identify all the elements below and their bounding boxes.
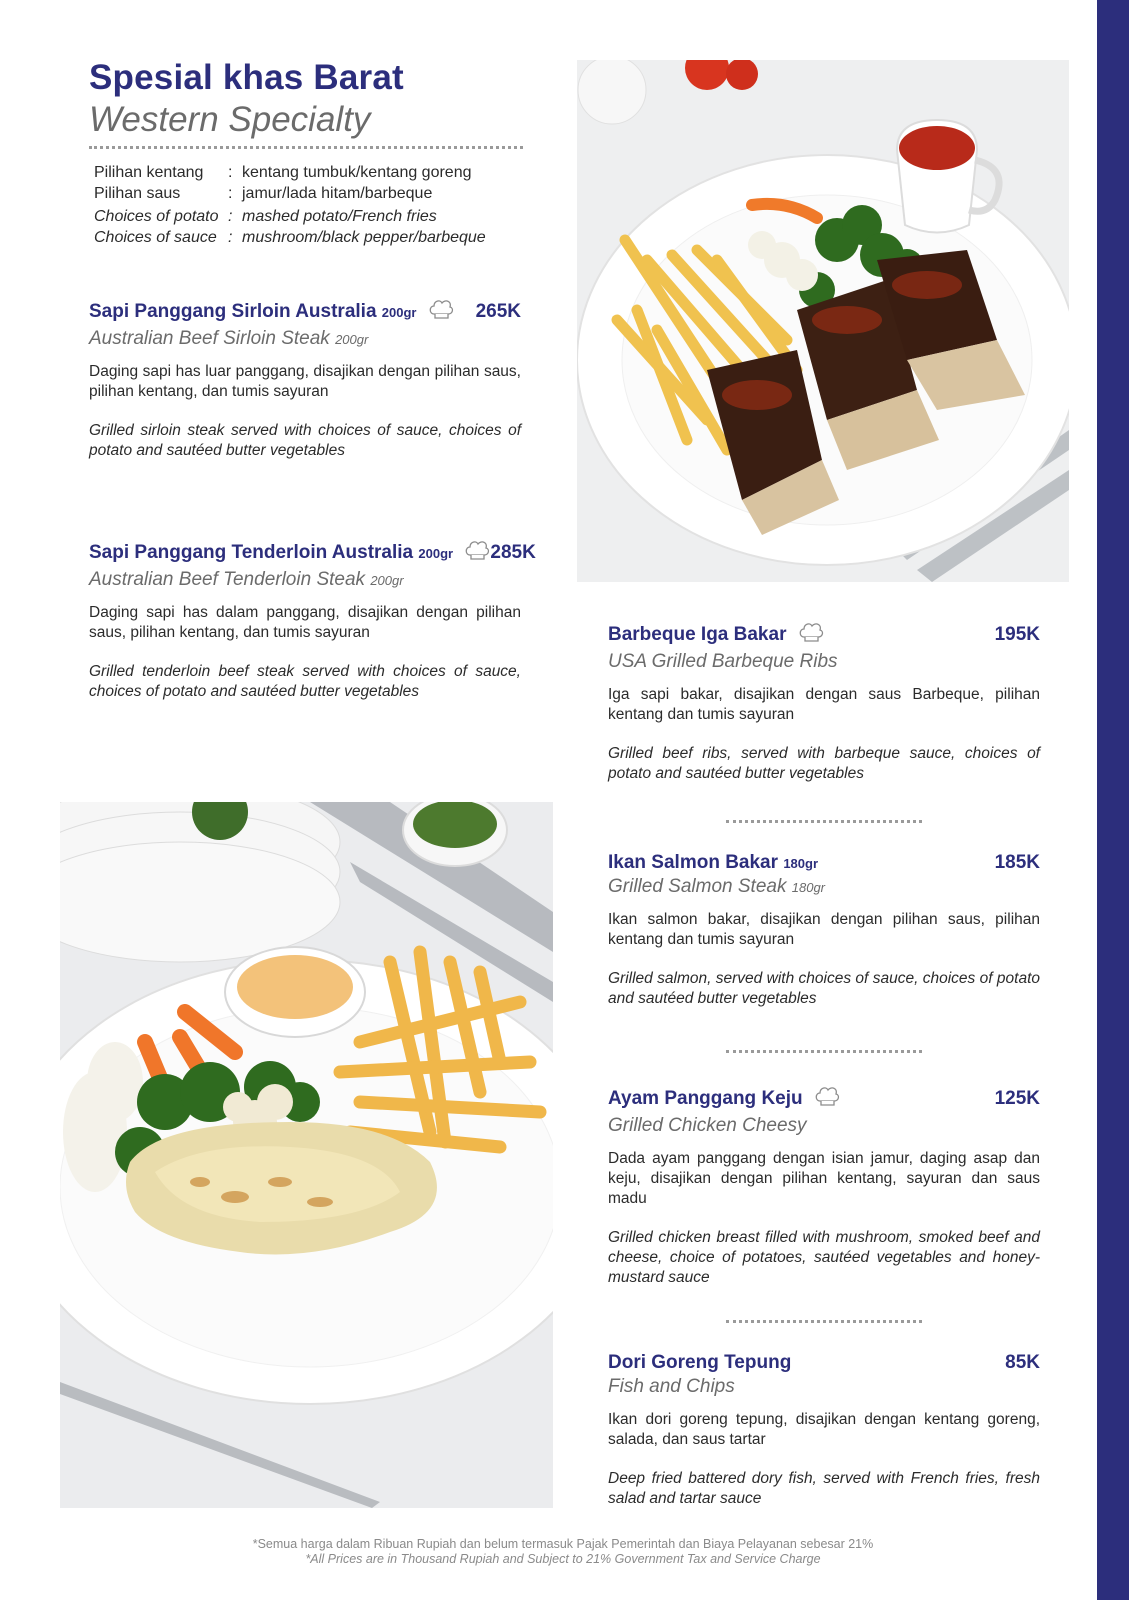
chef-hat-icon [464, 539, 490, 567]
item-description-id: Daging sapi has luar panggang, disajikan dengan pilihan saus, pilihan kentang, dan tumis sayuran [89, 363, 521, 400]
item-price: 285K [490, 542, 536, 563]
item-price: 265K [475, 301, 521, 322]
option-value: jamur/lada hitam/barbeque [242, 185, 433, 202]
footer-note [150, 1537, 976, 1567]
option-sep: : [228, 229, 233, 246]
option-sep: : [228, 185, 233, 202]
item-weight-en: 200gr [370, 573, 404, 588]
item-name-text: Sapi Panggang Tenderloin Australia [89, 542, 414, 563]
item-weight-en: 200gr [335, 332, 369, 347]
option-value: kentang tumbuk/kentang goreng [242, 164, 472, 181]
item-description-en: Grilled chicken breast filled with mushroom, smoked beef and cheese, choice of potatoes, sautéed vegetables and honey-mustard sauce [608, 1229, 1040, 1286]
ribs-photo [577, 60, 1069, 582]
item-name [608, 621, 824, 649]
item-price: 185K [994, 852, 1040, 873]
option-value: mashed potato/French fries [242, 208, 437, 225]
item-name-text: Dori Goreng Tepung [608, 1352, 792, 1373]
item-name-text: Ikan Salmon Bakar [608, 852, 779, 873]
option-row-sauce-id [94, 183, 486, 204]
item-price: 125K [994, 1088, 1040, 1109]
item-name-en [89, 328, 521, 350]
item-description-en: Grilled sirloin steak served with choices of sauce, choices of potato and sautéed butter vegetables [89, 422, 521, 459]
item-weight-en: 180gr [791, 880, 825, 895]
item-name-text: Sapi Panggang Sirloin Australia [89, 301, 377, 322]
item-description-en: Grilled tenderloin beef steak served with choices of sauce, choices of potato and sautéed butter vegetables [89, 663, 521, 700]
item-name-en: USA Grilled Barbeque Ribs [608, 651, 838, 672]
item-description-en: Grilled beef ribs, served with barbeque sauce, choices of potato and sautéed butter vegetables [608, 745, 1040, 782]
item-name-en: Fish and Chips [608, 1376, 735, 1397]
option-key: Choices of sauce [94, 229, 217, 246]
menu-item-tenderloin [89, 539, 536, 702]
option-key: Choices of potato [94, 208, 219, 225]
title-divider [89, 146, 523, 149]
menu-item-dory [608, 1352, 1040, 1509]
item-name-text: Barbeque Iga Bakar [608, 624, 787, 645]
menu-item-sirloin [89, 298, 521, 461]
item-name [608, 852, 818, 874]
option-sep: : [228, 164, 233, 181]
menu-item-chicken [608, 1085, 1040, 1288]
option-sep: : [228, 208, 233, 225]
chef-hat-icon [814, 1085, 840, 1113]
item-name [89, 298, 454, 326]
item-description-en: Grilled salmon, served with choices of sauce, choices of potato and sautéed butter vegetables [608, 970, 1040, 1007]
chef-hat-icon [798, 621, 824, 649]
item-name [608, 1352, 791, 1374]
option-key: Pilihan saus [94, 185, 181, 202]
item-weight: 200gr [418, 546, 454, 561]
item-name-text: Ayam Panggang Keju [608, 1088, 803, 1109]
page-title: Spesial khas Barat [89, 58, 404, 97]
menu-item-salmon [608, 852, 1040, 1009]
item-divider [726, 820, 922, 823]
option-key: Pilihan kentang [94, 164, 204, 181]
menu-item-ribs [608, 621, 1040, 784]
page-subtitle: Western Specialty [89, 100, 371, 139]
footer-note-en: *All Prices are in Thousand Rupiah and Subject to 21% Government Tax and Service Charge [305, 1552, 821, 1566]
item-description-id: Ikan dori goreng tepung, disajikan dengan kentang goreng, salada, dan saus tartar [608, 1411, 1040, 1448]
item-divider [726, 1320, 922, 1323]
item-name [89, 539, 490, 567]
item-name-en [89, 569, 521, 591]
option-row-sauce-en [94, 227, 486, 248]
item-name-en-text: Australian Beef Tenderloin Steak [89, 569, 366, 590]
item-divider [726, 1050, 922, 1053]
item-description-id: Dada ayam panggang dengan isian jamur, daging asap dan keju, disajikan dengan pilihan kentang, sayuran dan saus madu [608, 1150, 1040, 1207]
item-price: 195K [994, 624, 1040, 645]
item-name-en-text: Grilled Salmon Steak [608, 876, 787, 897]
option-value: mushroom/black pepper/barbeque [242, 229, 486, 246]
item-name-en-text: Australian Beef Sirloin Steak [89, 328, 330, 349]
option-row-potato-id [94, 162, 486, 183]
chef-hat-icon [428, 298, 454, 326]
options-list [94, 162, 486, 248]
item-name-en: Grilled Chicken Cheesy [608, 1115, 807, 1136]
item-name-en [608, 876, 1040, 898]
option-row-potato-en [94, 206, 486, 227]
item-description-id: Iga sapi bakar, disajikan dengan saus Barbeque, pilihan kentang dan tumis sayuran [608, 686, 1040, 723]
item-weight: 200gr [381, 305, 417, 320]
item-description-id: Daging sapi has dalam panggang, disajikan dengan pilihan saus, pilihan kentang, dan tumis sayuran [89, 604, 521, 641]
item-description-id: Ikan salmon bakar, disajikan dengan pilihan saus, pilihan kentang dan tumis sayuran [608, 911, 1040, 948]
item-description-en: Deep fried battered dory fish, served with French fries, fresh salad and tartar sauce [608, 1470, 1040, 1507]
item-weight: 180gr [783, 856, 819, 871]
item-price: 85K [1005, 1352, 1040, 1373]
item-name [608, 1085, 840, 1113]
footer-note-id: *Semua harga dalam Ribuan Rupiah dan belum termasuk Pajak Pemerintah dan Biaya Pelayanan sebesar 21% [252, 1537, 874, 1551]
chicken-photo [60, 802, 553, 1508]
brand-side-band [1097, 0, 1129, 1600]
